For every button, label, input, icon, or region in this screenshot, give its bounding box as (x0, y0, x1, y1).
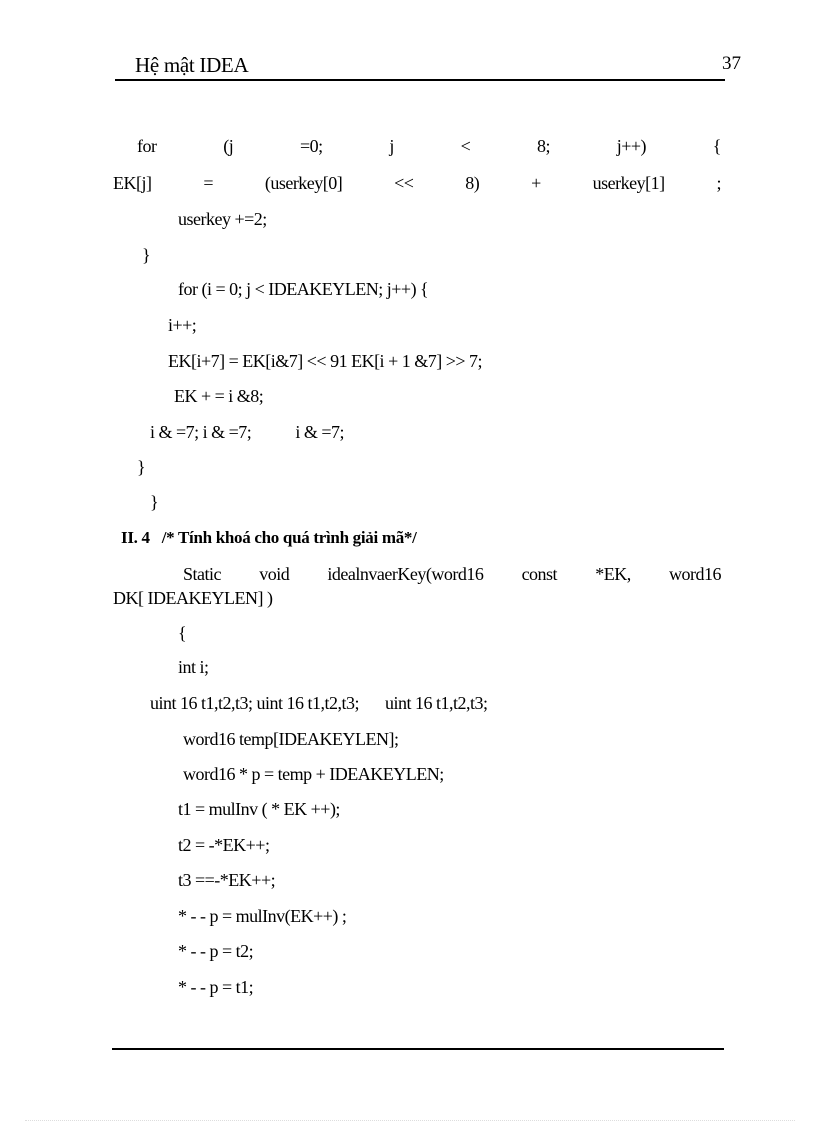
code-line: word16 * p = temp + IDEAKEYLEN; (183, 764, 444, 784)
code-fragment: uint 16 t1,t2,t3; uint 16 t1,t2,t3; (150, 693, 360, 713)
token: Static (183, 564, 221, 584)
code-line: EK[i+7] = EK[i&7] << 91 EK[i + 1 &7] >> 7; (168, 351, 483, 371)
header-rule (115, 79, 725, 81)
code-fragment: i & =7; (295, 422, 344, 442)
code-line-uint (150, 692, 488, 714)
token: userkey[1] (592, 173, 665, 193)
token: + (531, 173, 541, 193)
section-number: II. 4 (121, 528, 150, 547)
code-line: for (i = 0; j < IDEAKEYLEN; j++) { (178, 279, 429, 299)
code-line: } (142, 245, 151, 265)
code-line: userkey +=2; (178, 209, 267, 229)
token: << (394, 173, 414, 193)
code-line-ek-assign (113, 172, 721, 194)
footer-rule (112, 1048, 724, 1050)
token: void (259, 564, 290, 584)
token: < (460, 136, 471, 156)
token: idealnvaerKey(word16 (327, 564, 484, 584)
token: const (521, 564, 558, 584)
token: = (203, 173, 213, 193)
code-line: int i; (178, 657, 209, 677)
header-title: Hệ mật IDEA (135, 53, 249, 77)
token: EK[j] (113, 173, 152, 193)
code-line: } (137, 457, 146, 477)
code-line-for-loop (137, 135, 721, 157)
code-line: i++; (168, 315, 197, 335)
token: { (712, 136, 721, 156)
token: 8) (465, 173, 480, 193)
page-number: 37 (722, 53, 741, 74)
page-edge-dots (25, 1120, 795, 1121)
token: =0; (299, 136, 323, 156)
token: (userkey[0] (264, 173, 343, 193)
token: for (137, 136, 157, 156)
section-title: /* Tính khoá cho quá trình giải mã*/ (161, 528, 417, 547)
code-line-static-decl (183, 563, 721, 585)
code-line-i-and (150, 421, 344, 443)
token: *EK, (595, 564, 631, 584)
code-line: t2 = -*EK++; (178, 835, 270, 855)
code-line: word16 temp[IDEAKEYLEN]; (183, 729, 399, 749)
code-line: { (178, 623, 187, 643)
code-line: EK + = i &8; (174, 386, 264, 406)
code-fragment: uint 16 t1,t2,t3; (385, 693, 488, 713)
token: (j (223, 136, 234, 156)
code-line: } (150, 492, 159, 512)
section-heading (121, 527, 417, 549)
code-line: * - - p = t2; (178, 941, 254, 961)
token: j++) (616, 136, 647, 156)
code-line: DK[ IDEAKEYLEN] ) (113, 588, 273, 608)
code-line: * - - p = mulInv(EK++) ; (178, 906, 347, 926)
token: word16 (668, 564, 721, 584)
token: ; (716, 173, 721, 193)
code-fragment: i & =7; i & =7; (150, 422, 252, 442)
token: 8; (537, 136, 551, 156)
code-line: * - - p = t1; (178, 977, 254, 997)
token: j (389, 136, 394, 156)
code-line: t1 = mulInv ( * EK ++); (178, 799, 340, 819)
code-line: t3 ==-*EK++; (178, 870, 276, 890)
